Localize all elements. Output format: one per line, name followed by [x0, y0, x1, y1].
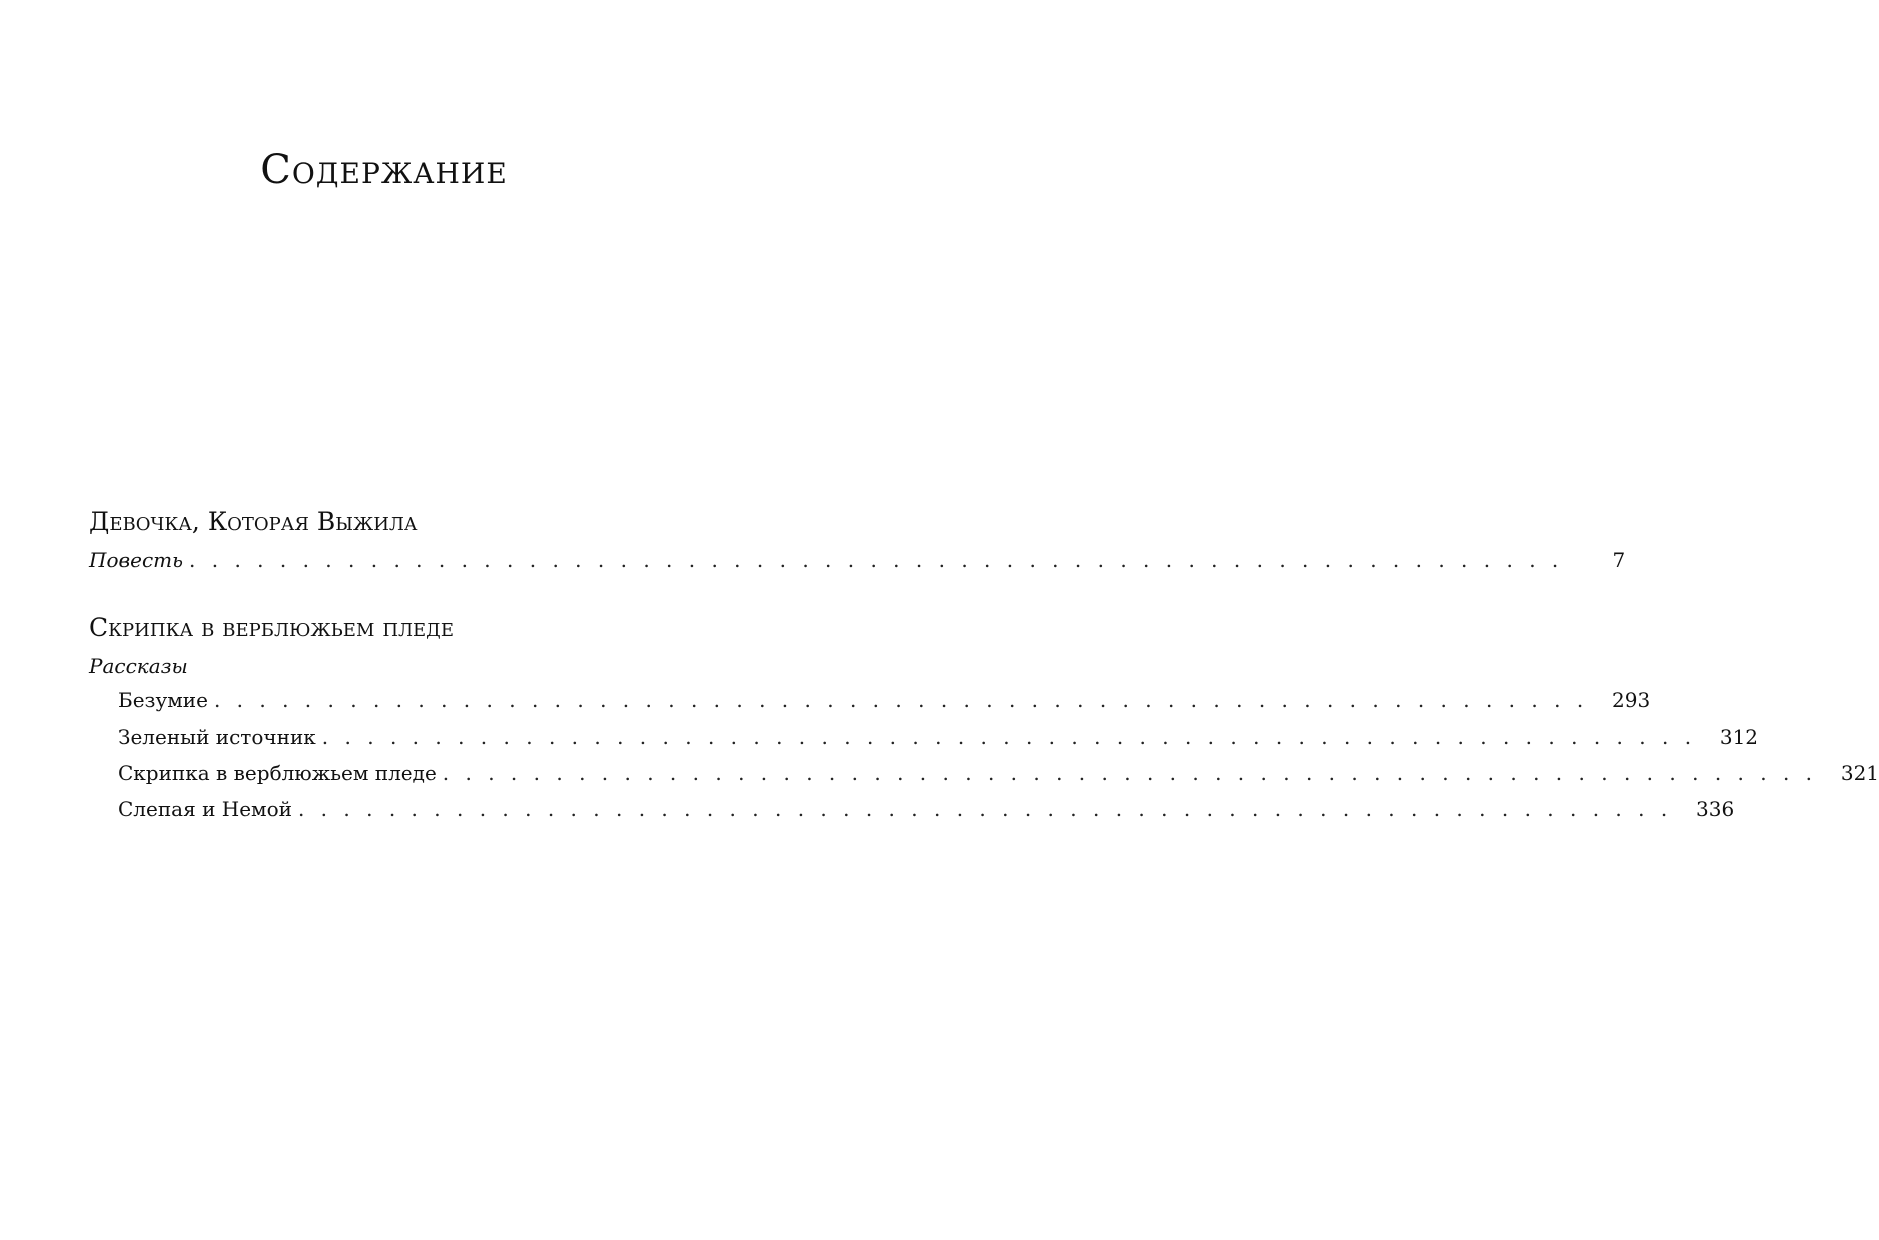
toc-entry[interactable] — [118, 686, 1651, 714]
section-subtitle: Рассказы — [89, 654, 188, 678]
toc-entry-label: Слепая и Немой — [118, 797, 292, 821]
dot-leader: . . . . . . . . . . . . . . . . . . . . . . . . . . . . . . . . . . . . . . . . . . . . . . . . . . . . . . . . . . . . . — [297, 797, 1673, 821]
toc-entry-label: Безумие — [118, 688, 208, 712]
toc-entry[interactable] — [89, 546, 1626, 574]
toc-entry[interactable] — [118, 759, 1879, 787]
dot-leader: . . . . . . . . . . . . . . . . . . . . . . . . . . . . . . . . . . . . . . . . . . . . . . . . . . . . . . . . . . . . . — [213, 688, 1589, 712]
toc-entry[interactable] — [118, 795, 1735, 823]
dot-leader: . . . . . . . . . . . . . . . . . . . . . . . . . . . . . . . . . . . . . . . . . . . . . . . . . . . . . . . . . . . . . — [189, 548, 1564, 572]
toc-entry-page: 336 — [1696, 797, 1735, 821]
toc-entry-page: 293 — [1612, 688, 1651, 712]
toc-entry-page: 321 — [1840, 761, 1879, 785]
toc-entry-page: 312 — [1719, 725, 1759, 749]
section-title-1: Девочка, Которая Выжила — [89, 507, 418, 536]
toc-entry-label: Зеленый источник — [118, 725, 316, 749]
toc-entry-page: 7 — [1612, 548, 1626, 572]
toc-entry[interactable] — [118, 723, 1759, 751]
dot-leader: . . . . . . . . . . . . . . . . . . . . . . . . . . . . . . . . . . . . . . . . . . . . . . . . . . . . . . . . . . . . . — [321, 725, 1697, 749]
page-title: Содержание — [260, 147, 508, 193]
section-title-2: Скрипка в верблюжьем пледе — [89, 613, 454, 642]
toc-entry-label: Повесть — [89, 548, 184, 572]
dot-leader: . . . . . . . . . . . . . . . . . . . . . . . . . . . . . . . . . . . . . . . . . . . . . . . . . . . . . . . . . . . . . — [442, 761, 1818, 785]
toc-entry-label: Скрипка в верблюжьем пледе — [118, 761, 437, 785]
